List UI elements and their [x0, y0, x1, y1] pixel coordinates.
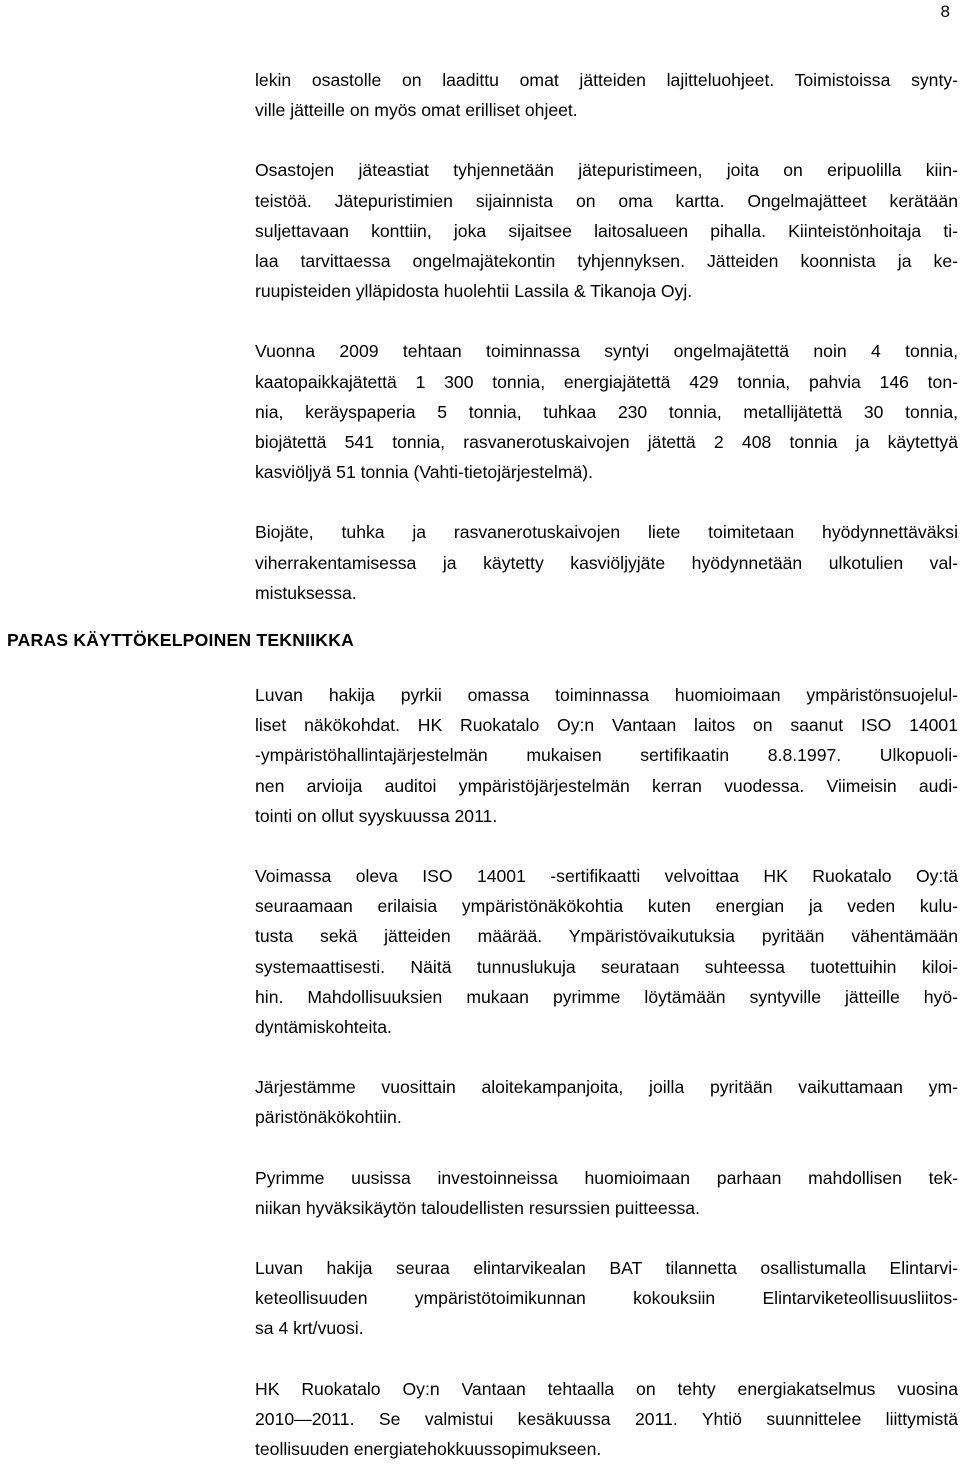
- paragraph-waste-sorting-instructions: [255, 65, 958, 125]
- text-line: Osastojen jäteastiat tyhjennetään jätepuristimeen, joita on eripuolilla kiin-: [255, 160, 958, 181]
- text-line: nia, keräyspaperia 5 tonnia, tuhkaa 230 tonnia, metallijätettä 30 tonnia,: [255, 401, 958, 422]
- text-line: kaatopaikkajätettä 1 300 tonnia, energiajätettä 429 tonnia, pahvia 146 ton-: [255, 371, 958, 392]
- text-line: biojätettä 541 tonnia, rasvanerotuskaivojen jätettä 2 408 tonnia ja käytettyä: [255, 432, 958, 453]
- paragraph-environmental-monitoring: [255, 861, 958, 1042]
- text-line: kasviöljyä 51 tonnia (Vahti-tietojärjestelmä).: [255, 462, 594, 483]
- paragraph-investments: [255, 1163, 958, 1223]
- text-line: Luvan hakija pyrkii omassa toiminnassa huomioimaan ympäristönsuojelul-: [255, 685, 958, 705]
- paragraph-energy-audit: [255, 1374, 958, 1464]
- text-line: seuraamaan erilaisia ympäristönäkökohtia kuten energian ja veden kulu-: [255, 896, 958, 917]
- text-line: Voimassa oleva ISO 14001 -sertifikaatti velvoittaa HK Ruokatalo Oy:tä: [255, 866, 958, 887]
- text-line: laa tarvittaessa ongelmajätekontin tyhjennyksen. Jätteiden koonnista ja ke-: [255, 251, 958, 272]
- text-line: sa 4 krt/vuosi.: [255, 1318, 364, 1339]
- text-line: viherrakentamisessa ja käytetty kasviöljyjäte hyödynnetään ulkotulien val-: [255, 552, 958, 573]
- text-line: dyntämiskohteita.: [255, 1017, 392, 1038]
- text-line: Luvan hakija seuraa elintarvikealan BAT tilannetta osallistumalla Elintarvi-: [255, 1258, 958, 1279]
- text-line: tusta sekä jätteiden määrää. Ympäristövaikutuksia pyritään vähentämään: [255, 926, 958, 947]
- paragraph-iso-certification: [255, 680, 958, 831]
- text-line: päristönäkökohtiin.: [255, 1107, 402, 1128]
- page-number: 8: [940, 2, 950, 21]
- body-text-section-1: [255, 65, 958, 608]
- paragraph-bat-monitoring: [255, 1253, 958, 1344]
- body-text-section-2: [255, 680, 958, 1464]
- text-line: -ympäristöhallintajärjestelmän mukaisen sertifikaatin 8.8.1997. Ulkopuoli-: [255, 745, 958, 766]
- paragraph-waste-amounts-2009: [255, 336, 958, 487]
- text-line: teollisuuden energiatehokkuussopimukseen.: [255, 1439, 602, 1460]
- text-line: Järjestämme vuosittain aloitekampanjoita, joilla pyritään vaikuttamaan ym-: [255, 1077, 958, 1098]
- text-line: Vuonna 2009 tehtaan toiminnassa syntyi ongelmajätettä noin 4 tonnia,: [255, 341, 958, 362]
- text-line: lekin osastolle on laadittu omat jätteiden lajitteluohjeet. Toimistoissa synty-: [255, 70, 958, 90]
- paragraph-waste-containers: [255, 155, 958, 306]
- text-line: hin. Mahdollisuuksien mukaan pyrimme löytämään syntyville jätteille hyö-: [255, 986, 958, 1007]
- text-line: teistöä. Jätepuristimien sijainnista on oma kartta. Ongelmajätteet kerätään: [255, 190, 958, 211]
- text-line: Biojäte, tuhka ja rasvanerotuskaivojen liete toimitetaan hyödynnettäväksi: [255, 522, 958, 543]
- text-line: Pyrimme uusissa investoinneissa huomioimaan parhaan mahdollisen tek-: [255, 1167, 958, 1188]
- paragraph-waste-utilization: [255, 517, 958, 608]
- text-line: systemaattisesti. Näitä tunnuslukuja seurataan suhteessa tuotettuihin kiloi-: [255, 956, 958, 977]
- text-line: tointi on ollut syyskuussa 2011.: [255, 805, 498, 826]
- text-line: 2010—2011. Se valmistui kesäkuussa 2011. Yhtiö suunnittelee liittymistä: [255, 1408, 958, 1429]
- text-line: nen arvioija auditoi ympäristöjärjestelmän kerran vuodessa. Viimeisin audi-: [255, 775, 958, 796]
- text-line: niikan hyväksikäytön taloudellisten resurssien puitteessa.: [255, 1197, 700, 1218]
- text-line: keteollisuuden ympäristötoimikunnan kokouksiin Elintarviketeollisuusliitos-: [255, 1288, 958, 1309]
- text-line: liset näkökohdat. HK Ruokatalo Oy:n Vantaan laitos on saanut ISO 14001: [255, 715, 958, 736]
- text-line: ville jätteille on myös omat erilliset ohjeet.: [255, 100, 578, 121]
- text-line: ruupisteiden ylläpidosta huolehtii Lassila & Tikanoja Oyj.: [255, 281, 693, 302]
- paragraph-initiative-campaigns: [255, 1072, 958, 1132]
- section-heading: PARAS KÄYTTÖKELPOINEN TEKNIIKKA: [7, 630, 355, 650]
- text-line: HK Ruokatalo Oy:n Vantaan tehtaalla on tehty energiakatselmus vuosina: [255, 1378, 958, 1399]
- text-line: suljettavaan konttiin, joka sijaitsee laitosalueen pihalla. Kiinteistönhoitaja ti-: [255, 220, 958, 241]
- text-line: mistuksessa.: [255, 582, 357, 603]
